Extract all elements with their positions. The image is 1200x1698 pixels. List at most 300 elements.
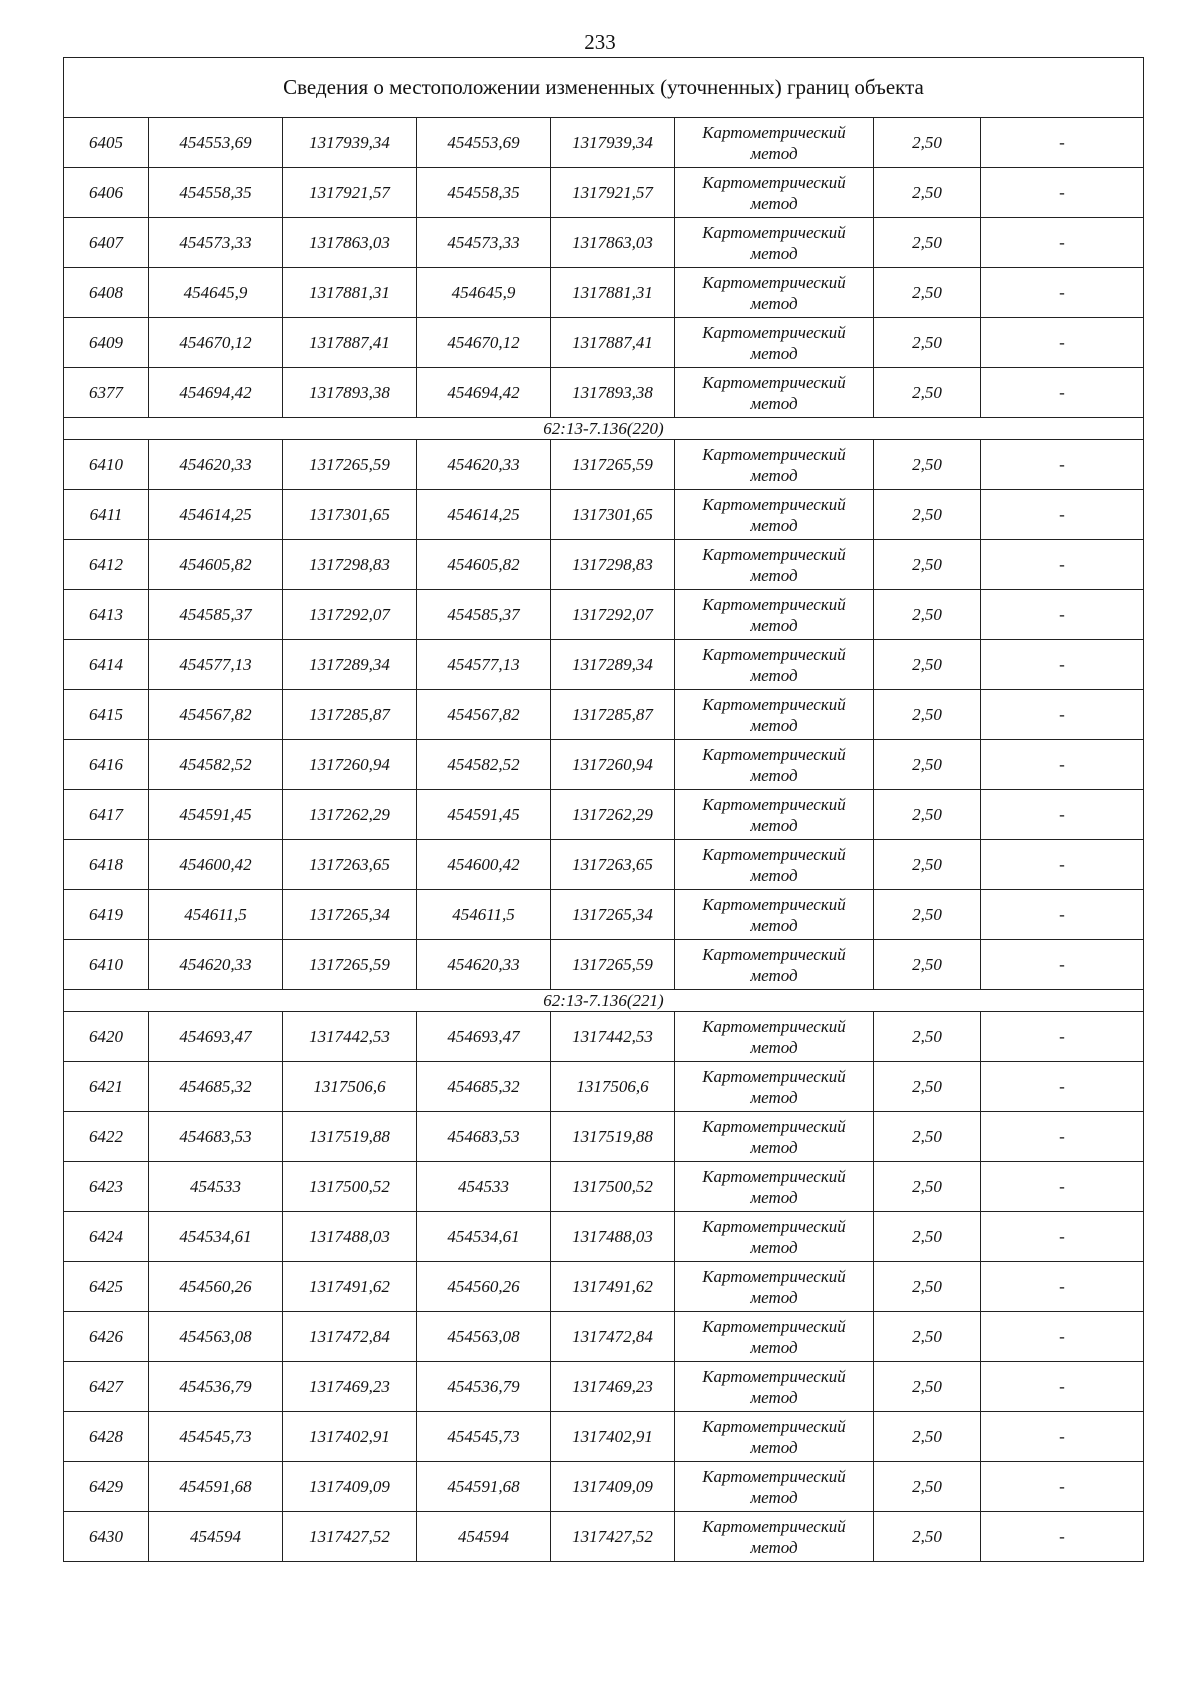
refined-y-cell: 1317292,07: [551, 590, 675, 640]
existing-y-cell: 1317265,59: [283, 940, 417, 990]
existing-x-cell: 454683,53: [149, 1112, 283, 1162]
refined-x-cell: 454594: [417, 1512, 551, 1562]
point-number-cell: 6429: [64, 1462, 149, 1512]
point-number-cell: 6427: [64, 1362, 149, 1412]
existing-y-cell: 1317881,31: [283, 268, 417, 318]
method-line-2: метод: [750, 865, 798, 885]
point-number-cell: 6423: [64, 1162, 149, 1212]
existing-y-cell: 1317442,53: [283, 1012, 417, 1062]
existing-x-cell: 454534,61: [149, 1212, 283, 1262]
method-line-1: Картометрический: [702, 544, 846, 564]
dash-cell: -: [981, 490, 1144, 540]
dash-cell: -: [981, 1162, 1144, 1212]
existing-x-cell: 454620,33: [149, 940, 283, 990]
existing-x-cell: 454563,08: [149, 1312, 283, 1362]
accuracy-cell: 2,50: [874, 1512, 981, 1562]
accuracy-cell: 2,50: [874, 1012, 981, 1062]
method-line-2: метод: [750, 1437, 798, 1457]
table-row: [64, 368, 1144, 418]
accuracy-cell: 2,50: [874, 118, 981, 168]
method-line-2: метод: [750, 465, 798, 485]
method-line-2: метод: [750, 965, 798, 985]
refined-y-cell: 1317506,6: [551, 1062, 675, 1112]
method-cell: [675, 890, 874, 940]
refined-x-cell: 454670,12: [417, 318, 551, 368]
method-line-2: метод: [750, 243, 798, 263]
point-number-cell: 6420: [64, 1012, 149, 1062]
method-line-1: Картометрический: [702, 794, 846, 814]
point-number-cell: 6410: [64, 440, 149, 490]
existing-x-cell: 454600,42: [149, 840, 283, 890]
refined-x-cell: 454582,52: [417, 740, 551, 790]
point-number-cell: 6418: [64, 840, 149, 890]
method-line-2: метод: [750, 1237, 798, 1257]
point-number-cell: 6405: [64, 118, 149, 168]
dash-cell: -: [981, 118, 1144, 168]
accuracy-cell: 2,50: [874, 1212, 981, 1262]
refined-y-cell: 1317260,94: [551, 740, 675, 790]
method-cell: [675, 440, 874, 490]
method-cell: [675, 118, 874, 168]
table-row: [64, 1162, 1144, 1212]
refined-x-cell: 454585,37: [417, 590, 551, 640]
existing-x-cell: 454560,26: [149, 1262, 283, 1312]
accuracy-cell: 2,50: [874, 218, 981, 268]
existing-x-cell: 454545,73: [149, 1412, 283, 1462]
table-row: [64, 1112, 1144, 1162]
table-title-row: [64, 58, 1144, 118]
existing-y-cell: 1317260,94: [283, 740, 417, 790]
refined-y-cell: 1317262,29: [551, 790, 675, 840]
refined-y-cell: 1317887,41: [551, 318, 675, 368]
existing-y-cell: 1317285,87: [283, 690, 417, 740]
accuracy-cell: 2,50: [874, 440, 981, 490]
point-number-cell: 6414: [64, 640, 149, 690]
existing-y-cell: 1317500,52: [283, 1162, 417, 1212]
accuracy-cell: 2,50: [874, 1062, 981, 1112]
method-line-2: метод: [750, 665, 798, 685]
table-row: [64, 1462, 1144, 1512]
accuracy-cell: 2,50: [874, 268, 981, 318]
point-number-cell: 6422: [64, 1112, 149, 1162]
table-row: [64, 1362, 1144, 1412]
existing-x-cell: 454585,37: [149, 590, 283, 640]
existing-x-cell: 454620,33: [149, 440, 283, 490]
point-number-cell: 6416: [64, 740, 149, 790]
existing-y-cell: 1317488,03: [283, 1212, 417, 1262]
accuracy-cell: 2,50: [874, 490, 981, 540]
method-line-1: Картометрический: [702, 1116, 846, 1136]
refined-y-cell: 1317402,91: [551, 1412, 675, 1462]
table-row: [64, 168, 1144, 218]
method-line-1: Картометрический: [702, 172, 846, 192]
existing-x-cell: 454567,82: [149, 690, 283, 740]
point-number-cell: 6406: [64, 168, 149, 218]
existing-y-cell: 1317939,34: [283, 118, 417, 168]
existing-y-cell: 1317893,38: [283, 368, 417, 418]
refined-y-cell: 1317298,83: [551, 540, 675, 590]
refined-x-cell: 454685,32: [417, 1062, 551, 1112]
dash-cell: -: [981, 1112, 1144, 1162]
existing-y-cell: 1317863,03: [283, 218, 417, 268]
refined-y-cell: 1317265,34: [551, 890, 675, 940]
method-line-1: Картометрический: [702, 1016, 846, 1036]
method-line-2: метод: [750, 1537, 798, 1557]
method-cell: [675, 318, 874, 368]
refined-y-cell: 1317863,03: [551, 218, 675, 268]
refined-x-cell: 454611,5: [417, 890, 551, 940]
method-line-1: Картометрический: [702, 1266, 846, 1286]
existing-x-cell: 454605,82: [149, 540, 283, 590]
method-line-1: Картометрический: [702, 894, 846, 914]
method-line-2: метод: [750, 193, 798, 213]
refined-y-cell: 1317469,23: [551, 1362, 675, 1412]
method-line-2: метод: [750, 915, 798, 935]
dash-cell: -: [981, 1512, 1144, 1562]
existing-x-cell: 454558,35: [149, 168, 283, 218]
method-line-1: Картометрический: [702, 744, 846, 764]
method-line-1: Картометрический: [702, 1316, 846, 1336]
method-cell: [675, 540, 874, 590]
method-line-1: Картометрический: [702, 1366, 846, 1386]
existing-y-cell: 1317263,65: [283, 840, 417, 890]
refined-x-cell: 454563,08: [417, 1312, 551, 1362]
method-cell: [675, 368, 874, 418]
dash-cell: -: [981, 1312, 1144, 1362]
dash-cell: -: [981, 1262, 1144, 1312]
method-cell: [675, 1262, 874, 1312]
method-line-1: Картометрический: [702, 694, 846, 714]
refined-x-cell: 454567,82: [417, 690, 551, 740]
dash-cell: -: [981, 440, 1144, 490]
refined-x-cell: 454591,45: [417, 790, 551, 840]
method-line-2: метод: [750, 1487, 798, 1507]
method-cell: [675, 268, 874, 318]
refined-x-cell: 454683,53: [417, 1112, 551, 1162]
refined-y-cell: 1317409,09: [551, 1462, 675, 1512]
refined-y-cell: 1317500,52: [551, 1162, 675, 1212]
refined-x-cell: 454534,61: [417, 1212, 551, 1262]
method-cell: [675, 1162, 874, 1212]
table-row: [64, 690, 1144, 740]
table-row: [64, 640, 1144, 690]
point-number-cell: 6412: [64, 540, 149, 590]
point-number-cell: 6421: [64, 1062, 149, 1112]
method-line-1: Картометрический: [702, 322, 846, 342]
method-line-1: Картометрический: [702, 944, 846, 964]
method-line-1: Картометрический: [702, 222, 846, 242]
dash-cell: -: [981, 540, 1144, 590]
refined-y-cell: 1317939,34: [551, 118, 675, 168]
point-number-cell: 6424: [64, 1212, 149, 1262]
table-row: [64, 890, 1144, 940]
section-header-row: [64, 990, 1144, 1012]
method-cell: [675, 940, 874, 990]
method-cell: [675, 690, 874, 740]
method-line-2: метод: [750, 1387, 798, 1407]
existing-x-cell: 454611,5: [149, 890, 283, 940]
dash-cell: -: [981, 1412, 1144, 1462]
table-row: [64, 1512, 1144, 1562]
table-row: [64, 740, 1144, 790]
point-number-cell: 6428: [64, 1412, 149, 1462]
existing-x-cell: 454573,33: [149, 218, 283, 268]
table-row: [64, 1062, 1144, 1112]
existing-y-cell: 1317427,52: [283, 1512, 417, 1562]
table-row: [64, 540, 1144, 590]
existing-x-cell: 454694,42: [149, 368, 283, 418]
dash-cell: -: [981, 268, 1144, 318]
method-line-2: метод: [750, 1187, 798, 1207]
refined-x-cell: 454620,33: [417, 440, 551, 490]
accuracy-cell: 2,50: [874, 318, 981, 368]
dash-cell: -: [981, 690, 1144, 740]
table-row: [64, 940, 1144, 990]
method-line-2: метод: [750, 565, 798, 585]
refined-x-cell: 454645,9: [417, 268, 551, 318]
method-line-1: Картометрический: [702, 272, 846, 292]
refined-y-cell: 1317491,62: [551, 1262, 675, 1312]
existing-y-cell: 1317292,07: [283, 590, 417, 640]
method-line-2: метод: [750, 515, 798, 535]
method-cell: [675, 790, 874, 840]
refined-x-cell: 454553,69: [417, 118, 551, 168]
accuracy-cell: 2,50: [874, 540, 981, 590]
refined-x-cell: 454694,42: [417, 368, 551, 418]
method-line-1: Картометрический: [702, 1516, 846, 1536]
method-line-2: метод: [750, 765, 798, 785]
dash-cell: -: [981, 590, 1144, 640]
method-cell: [675, 1062, 874, 1112]
existing-x-cell: 454591,68: [149, 1462, 283, 1512]
refined-y-cell: 1317472,84: [551, 1312, 675, 1362]
existing-x-cell: 454685,32: [149, 1062, 283, 1112]
method-line-2: метод: [750, 1287, 798, 1307]
method-cell: [675, 1512, 874, 1562]
table-row: [64, 1262, 1144, 1312]
table-row: [64, 790, 1144, 840]
table-row: [64, 1212, 1144, 1262]
accuracy-cell: 2,50: [874, 690, 981, 740]
refined-x-cell: 454560,26: [417, 1262, 551, 1312]
existing-y-cell: 1317921,57: [283, 168, 417, 218]
dash-cell: -: [981, 890, 1144, 940]
refined-y-cell: 1317893,38: [551, 368, 675, 418]
method-line-2: метод: [750, 1087, 798, 1107]
dash-cell: -: [981, 368, 1144, 418]
existing-x-cell: 454536,79: [149, 1362, 283, 1412]
refined-x-cell: 454545,73: [417, 1412, 551, 1462]
method-line-1: Картометрический: [702, 844, 846, 864]
method-line-2: метод: [750, 815, 798, 835]
dash-cell: -: [981, 218, 1144, 268]
point-number-cell: 6430: [64, 1512, 149, 1562]
method-line-1: Картометрический: [702, 594, 846, 614]
method-line-1: Картометрический: [702, 1416, 846, 1436]
accuracy-cell: 2,50: [874, 640, 981, 690]
point-number-cell: 6411: [64, 490, 149, 540]
refined-x-cell: 454605,82: [417, 540, 551, 590]
refined-y-cell: 1317519,88: [551, 1112, 675, 1162]
table-row: [64, 440, 1144, 490]
section-header-row: [64, 418, 1144, 440]
dash-cell: -: [981, 1462, 1144, 1512]
method-cell: [675, 1462, 874, 1512]
accuracy-cell: 2,50: [874, 590, 981, 640]
point-number-cell: 6425: [64, 1262, 149, 1312]
existing-y-cell: 1317469,23: [283, 1362, 417, 1412]
accuracy-cell: 2,50: [874, 1112, 981, 1162]
dash-cell: -: [981, 318, 1144, 368]
point-number-cell: 6409: [64, 318, 149, 368]
existing-x-cell: 454553,69: [149, 118, 283, 168]
refined-x-cell: 454620,33: [417, 940, 551, 990]
method-line-2: метод: [750, 1037, 798, 1057]
table-row: [64, 1412, 1144, 1462]
accuracy-cell: 2,50: [874, 940, 981, 990]
method-cell: [675, 490, 874, 540]
method-line-1: Картометрический: [702, 1166, 846, 1186]
existing-x-cell: 454645,9: [149, 268, 283, 318]
point-number-cell: 6426: [64, 1312, 149, 1362]
existing-x-cell: 454577,13: [149, 640, 283, 690]
refined-x-cell: 454591,68: [417, 1462, 551, 1512]
existing-x-cell: 454582,52: [149, 740, 283, 790]
method-cell: [675, 218, 874, 268]
accuracy-cell: 2,50: [874, 1162, 981, 1212]
table-row: [64, 218, 1144, 268]
refined-x-cell: 454600,42: [417, 840, 551, 890]
method-line-2: метод: [750, 343, 798, 363]
method-line-2: метод: [750, 293, 798, 313]
point-number-cell: 6415: [64, 690, 149, 740]
method-cell: [675, 1362, 874, 1412]
refined-x-cell: 454558,35: [417, 168, 551, 218]
accuracy-cell: 2,50: [874, 790, 981, 840]
section-label: 62:13-7.136(221): [64, 990, 1144, 1012]
existing-y-cell: 1317265,59: [283, 440, 417, 490]
dash-cell: -: [981, 640, 1144, 690]
method-line-2: метод: [750, 1337, 798, 1357]
dash-cell: -: [981, 740, 1144, 790]
accuracy-cell: 2,50: [874, 1262, 981, 1312]
refined-x-cell: 454533: [417, 1162, 551, 1212]
accuracy-cell: 2,50: [874, 168, 981, 218]
refined-y-cell: 1317285,87: [551, 690, 675, 740]
existing-y-cell: 1317491,62: [283, 1262, 417, 1312]
refined-y-cell: 1317427,52: [551, 1512, 675, 1562]
method-line-1: Картометрический: [702, 494, 846, 514]
refined-x-cell: 454693,47: [417, 1012, 551, 1062]
table-row: [64, 268, 1144, 318]
method-line-1: Картометрический: [702, 1216, 846, 1236]
accuracy-cell: 2,50: [874, 1312, 981, 1362]
method-line-2: метод: [750, 1137, 798, 1157]
method-line-1: Картометрический: [702, 444, 846, 464]
table-body: [64, 58, 1144, 1562]
existing-y-cell: 1317506,6: [283, 1062, 417, 1112]
refined-y-cell: 1317265,59: [551, 940, 675, 990]
method-line-1: Картометрический: [702, 372, 846, 392]
accuracy-cell: 2,50: [874, 1412, 981, 1462]
existing-x-cell: 454591,45: [149, 790, 283, 840]
method-cell: [675, 1012, 874, 1062]
method-cell: [675, 840, 874, 890]
method-cell: [675, 1112, 874, 1162]
method-line-2: метод: [750, 143, 798, 163]
existing-x-cell: 454594: [149, 1512, 283, 1562]
accuracy-cell: 2,50: [874, 890, 981, 940]
refined-y-cell: 1317488,03: [551, 1212, 675, 1262]
refined-x-cell: 454577,13: [417, 640, 551, 690]
method-line-1: Картометрический: [702, 122, 846, 142]
existing-y-cell: 1317402,91: [283, 1412, 417, 1462]
dash-cell: -: [981, 1012, 1144, 1062]
table-title: Сведения о местоположении измененных (уточненных) границ объекта: [64, 58, 1144, 118]
page-number: 233: [584, 30, 616, 54]
accuracy-cell: 2,50: [874, 840, 981, 890]
refined-x-cell: 454614,25: [417, 490, 551, 540]
refined-y-cell: 1317442,53: [551, 1012, 675, 1062]
existing-y-cell: 1317289,34: [283, 640, 417, 690]
refined-x-cell: 454536,79: [417, 1362, 551, 1412]
point-number-cell: 6417: [64, 790, 149, 840]
method-line-1: Картометрический: [702, 1466, 846, 1486]
table-row: [64, 840, 1144, 890]
section-label: 62:13-7.136(220): [64, 418, 1144, 440]
dash-cell: -: [981, 168, 1144, 218]
method-cell: [675, 1312, 874, 1362]
table-row: [64, 118, 1144, 168]
existing-y-cell: 1317519,88: [283, 1112, 417, 1162]
method-line-1: Картометрический: [702, 644, 846, 664]
existing-y-cell: 1317265,34: [283, 890, 417, 940]
method-line-2: метод: [750, 393, 798, 413]
existing-y-cell: 1317298,83: [283, 540, 417, 590]
existing-y-cell: 1317472,84: [283, 1312, 417, 1362]
table-row: [64, 318, 1144, 368]
method-cell: [675, 640, 874, 690]
existing-x-cell: 454533: [149, 1162, 283, 1212]
existing-x-cell: 454670,12: [149, 318, 283, 368]
dash-cell: -: [981, 840, 1144, 890]
point-number-cell: 6410: [64, 940, 149, 990]
existing-y-cell: 1317409,09: [283, 1462, 417, 1512]
refined-y-cell: 1317265,59: [551, 440, 675, 490]
method-line-2: метод: [750, 715, 798, 735]
method-line-2: метод: [750, 615, 798, 635]
accuracy-cell: 2,50: [874, 368, 981, 418]
method-line-1: Картометрический: [702, 1066, 846, 1086]
refined-y-cell: 1317301,65: [551, 490, 675, 540]
existing-x-cell: 454693,47: [149, 1012, 283, 1062]
refined-x-cell: 454573,33: [417, 218, 551, 268]
dash-cell: -: [981, 790, 1144, 840]
table-row: [64, 490, 1144, 540]
method-cell: [675, 590, 874, 640]
point-number-cell: 6407: [64, 218, 149, 268]
existing-y-cell: 1317301,65: [283, 490, 417, 540]
existing-x-cell: 454614,25: [149, 490, 283, 540]
accuracy-cell: 2,50: [874, 1462, 981, 1512]
method-cell: [675, 740, 874, 790]
accuracy-cell: 2,50: [874, 740, 981, 790]
coordinates-table: [63, 57, 1144, 1562]
table-row: [64, 1012, 1144, 1062]
point-number-cell: 6413: [64, 590, 149, 640]
method-cell: [675, 1412, 874, 1462]
point-number-cell: 6377: [64, 368, 149, 418]
